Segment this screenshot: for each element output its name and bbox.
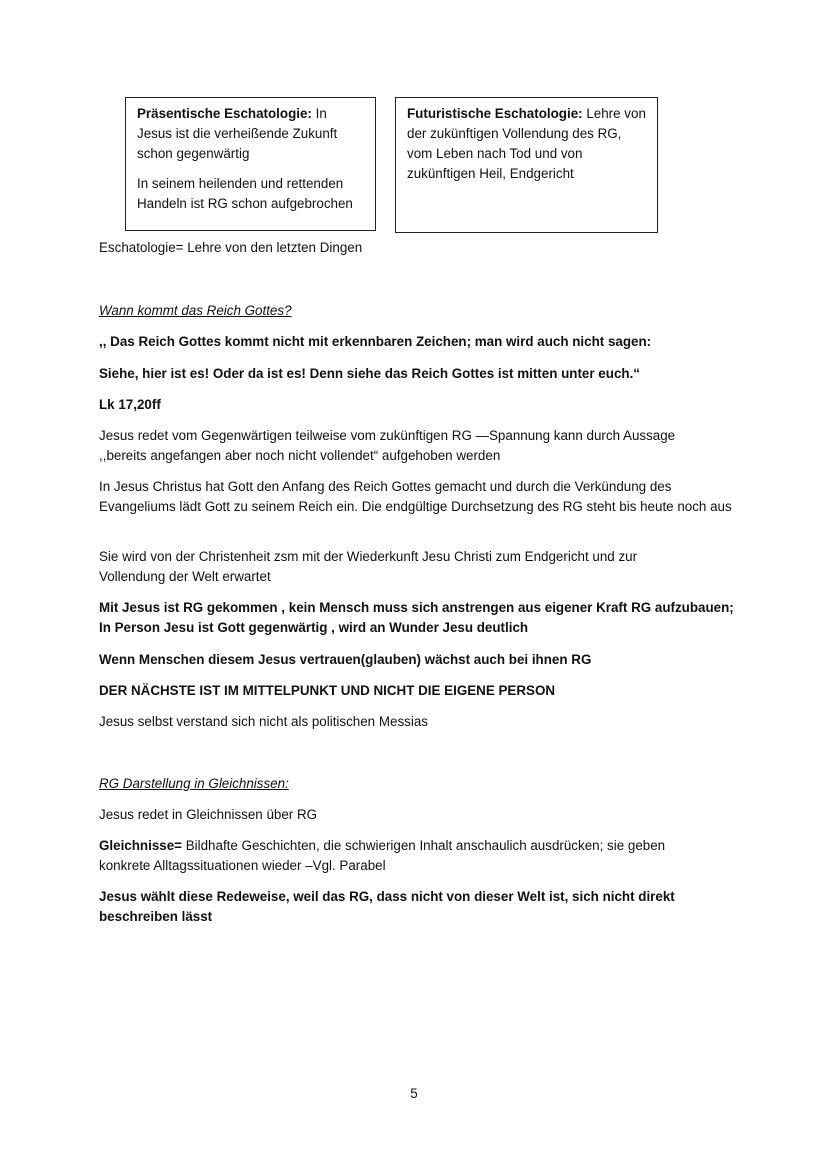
paragraph-gleichnisse-intro: Jesus redet in Gleichnissen über RG xyxy=(99,807,318,822)
paragraph-anfang: In Jesus Christus hat Gott den Anfang des Reich Gottes gemacht und durch die Verkündung des Evangeliums lädt Gott zu seinem Reich ein. Die endgültige Durchsetzung des RG steht bis heute noch aus xyxy=(99,479,732,514)
page-number: 5 xyxy=(410,1086,418,1101)
box-left-label: Präsentische Eschatologie: xyxy=(137,106,312,121)
paragraph-spannung: Jesus redet vom Gegenwärtigen teilweise vom zukünftigen RG —Spannung kann durch Aussage ,,bereits angefangen aber noch nicht vollendet“ aufgehoben werden xyxy=(99,428,676,463)
paragraph-vertrauen: Wenn Menschen diesem Jesus vertrauen(glauben) wächst auch bei ihnen RG xyxy=(99,652,592,667)
box-left-text-1: In Jesus ist die verheißende Zukunft schon gegenwärtig xyxy=(137,106,338,161)
box-right-paragraph-1 xyxy=(407,104,646,184)
section-heading-gleichnisse: RG Darstellung in Gleichnissen: xyxy=(99,776,289,791)
section-heading-wann: Wann kommt das Reich Gottes? xyxy=(99,303,292,318)
bible-quote-line-2: Siehe, hier ist es! Oder da ist es! Denn siehe das Reich Gottes ist mitten unter euch.“ xyxy=(99,366,640,381)
paragraph-rg-gekommen: Mit Jesus ist RG gekommen , kein Mensch muss sich anstrengen aus eigener Kraft RG aufzubauen; In Person Jesu ist Gott gegenwärtig , wird an Wunder Jesu deutlich xyxy=(99,600,734,635)
paragraph-gleichnisse-definition xyxy=(99,836,699,876)
box-futuristische-eschatologie xyxy=(395,97,658,233)
paragraph-redeweise: Jesus wählt diese Redeweise, weil das RG, dass nicht von dieser Welt ist, sich nicht direkt beschreiben lässt xyxy=(99,889,675,924)
gleichnisse-text: Bildhafte Geschichten, die schwierigen Inhalt anschaulich ausdrücken; sie geben konkrete Alltagssituationen wieder –Vgl. Parabel xyxy=(99,838,666,873)
definition-text: Eschatologie= Lehre von den letzten Dingen xyxy=(99,240,363,255)
box-left-text-2: In seinem heilenden und rettenden Handeln ist RG schon aufgebrochen xyxy=(137,176,353,211)
paragraph-messias: Jesus selbst verstand sich nicht als politischen Messias xyxy=(99,714,428,729)
bible-reference: Lk 17,20ff xyxy=(99,397,161,412)
gleichnisse-label: Gleichnisse= xyxy=(99,838,182,853)
paragraph-christenheit: Sie wird von der Christenheit zsm mit der Wiederkunft Jesu Christi zum Endgericht und zur Vollendung der Welt erwartet xyxy=(99,549,638,584)
box-right-text-1: Lehre von der zukünftigen Vollendung des RG, vom Leben nach Tod und von zukünftigen Heil, Endgericht xyxy=(407,106,646,181)
box-left-paragraph-1 xyxy=(137,104,364,164)
box-right-label: Futuristische Eschatologie: xyxy=(407,106,583,121)
paragraph-naechste: DER NÄCHSTE IST IM MITTELPUNKT UND NICHT DIE EIGENE PERSON xyxy=(99,683,556,698)
box-praesentische-eschatologie xyxy=(125,97,376,231)
bible-quote-line-1: ,, Das Reich Gottes kommt nicht mit erkennbaren Zeichen; man wird auch nicht sagen: xyxy=(99,334,652,349)
